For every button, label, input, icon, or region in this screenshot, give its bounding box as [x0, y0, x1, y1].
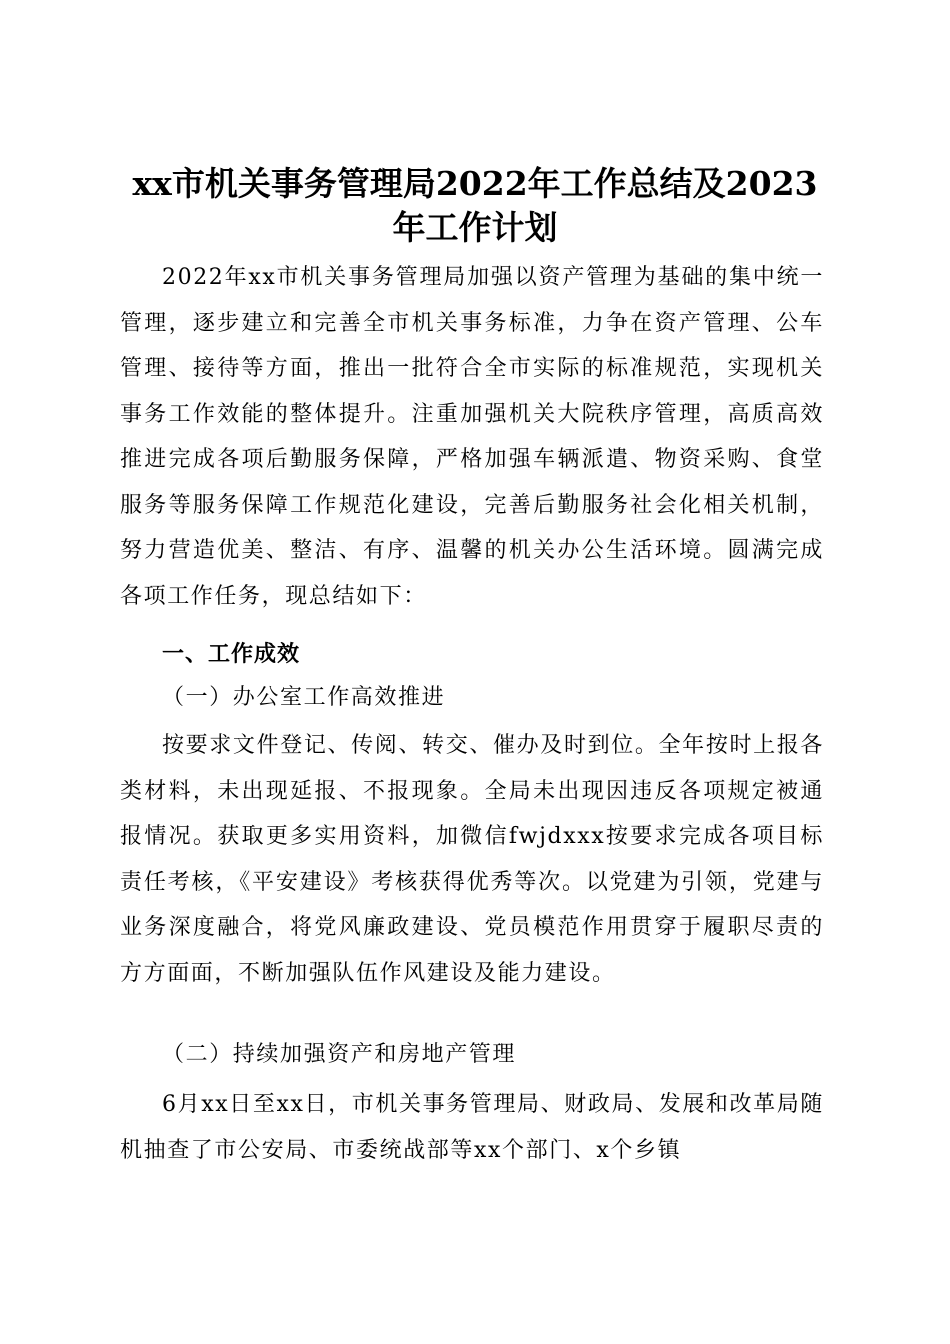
document-title: [110, 162, 840, 250]
office-paragraph: 按要求文件登记、传阅、转交、催办及时到位。全年按时上报各类材料，未出现延报、不报现象。全局未出现因违反各项规定被通报情况。获取更多实用资料，加微信fwjdxxx按要求完成各项目标责任考核，《平安建设》考核获得优秀等次。以党建为引领，党建与业务深度融合，将党风廉政建设、党员模范作用贯穿于履职尽责的方方面面，不断加强队伍作风建设及能力建设。: [120, 733, 824, 986]
intro-paragraph: 2022年xx市机关事务管理局加强以资产管理为基础的集中统一管理，逐步建立和完善全市机关事务标准，力争在资产管理、公车管理、接待等方面，推出一批符合全市实际的标准规范，实现机关事务工作效能的整体提升。注重加强机关大院秩序管理，高质高效推进完成各项后勤服务保障，严格加强车辆派遣、物资采购、食堂服务等服务保障工作规范化建设，完善后勤服务社会化相关机制，努力营造优美、整洁、有序、温馨的机关办公生活环境。圆满完成各项工作任务，现总结如下：: [120, 265, 824, 609]
title-line-1: xx市机关事务管理局2022年工作总结及2023: [132, 164, 818, 204]
subsection-heading-assets: （二）持续加强资产和房地产管理: [162, 1042, 517, 1067]
subsection-heading-office: （一）办公室工作高效推进: [162, 685, 446, 710]
assets-paragraph: 6月xx日至xx日，市机关事务管理局、财政局、发展和改革局随机抽查了市公安局、市委统战部等xx个部门、x个乡镇: [120, 1092, 824, 1163]
section-heading-results: 一、工作成效: [162, 642, 301, 667]
title-line-2: 年工作计划: [392, 208, 558, 248]
